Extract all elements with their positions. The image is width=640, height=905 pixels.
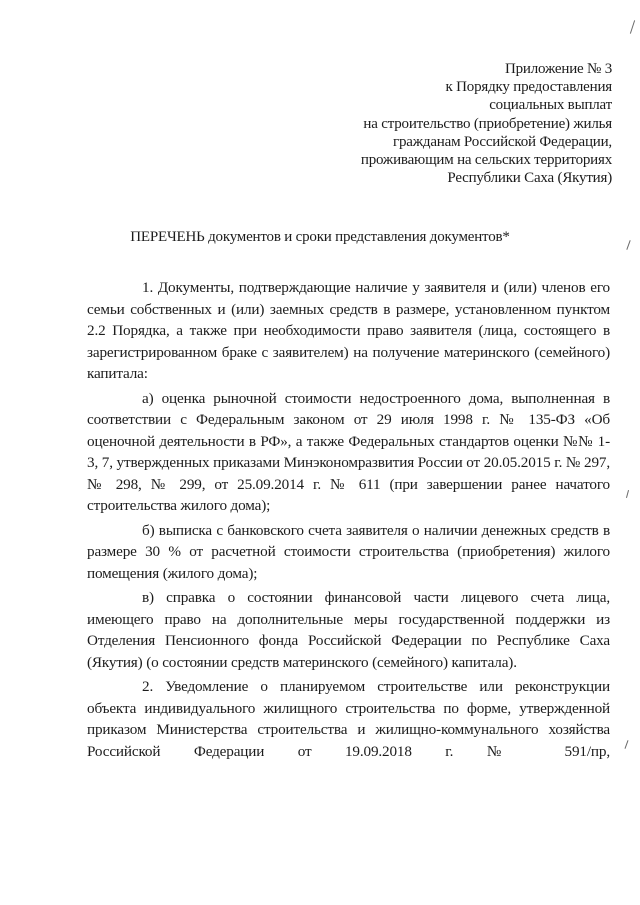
scan-artifact xyxy=(624,740,628,749)
paragraph-1c: в) справка о состоянии финансовой части лицевого счета лица, имеющего право на дополнительные меры государственной поддержки из Отделения Пенсионного фонда Российской Федерации по Республике Саха (Якутия) (о состоянии средств материнского (семейного) капитала). xyxy=(87,589,610,671)
paragraph-1: 1. Документы, подтверждающие наличие у заявителя и (или) членов его семьи собственных и (или) заемных средств в размере, установленном пунктом 2.2 Порядка, а также при необходимости право заявителя (лица, состоящего в зарегистрированном браке с заявителем) на получение материнского (семейного) капитала: xyxy=(87,279,610,382)
scan-artifact xyxy=(630,20,635,34)
appendix-header xyxy=(272,60,612,187)
appendix-line: Приложение № 3 xyxy=(504,61,612,77)
paragraph-1b: б) выписка с банковского счета заявителя о наличии денежных средств в размере 30 % от расчетной стоимости строительства (приобретения) жилого помещения (жилого дома); xyxy=(87,521,610,582)
document-title: ПЕРЕЧЕНЬ документов и сроки представления документов* xyxy=(130,229,510,245)
appendix-line: к Порядку предоставления xyxy=(445,79,612,96)
scan-artifact xyxy=(626,490,629,498)
paragraph-1a: а) оценка рыночной стоимости недостроенного дома, выполненная в соответствии с Федеральным законом от 29 июля 1998 г. № 135-ФЗ «Об оценочной деятельности в РФ», а также Федеральных стандартов оценки №№ 1-3, 7, утвержденных приказами Минэкономразвития России от 20.05.2015 г. № 297, № 298, № 299, от 25.09.2014 г. № 611 (при завершении ранее начатого строительства жилого дома); xyxy=(87,389,610,514)
appendix-line: гражданам Российской Федерации, xyxy=(393,133,612,150)
appendix-line: на строительство (приобретение) жилья xyxy=(363,115,612,132)
appendix-line: Республики Саха (Якутия) xyxy=(447,170,612,187)
appendix-line: социальных выплат xyxy=(489,97,612,114)
paragraph-2: 2. Уведомление о планируемом строительстве или реконструкции объекта индивидуального жилищного строительства по форме, утвержденной приказом Министерства строительства и жилищно-коммунального хозяйства Российской Федерации от 19.09.2018 г. № 591/пр, xyxy=(87,678,610,760)
document-body xyxy=(87,277,610,765)
appendix-line: проживающим на сельских территориях xyxy=(360,152,612,169)
